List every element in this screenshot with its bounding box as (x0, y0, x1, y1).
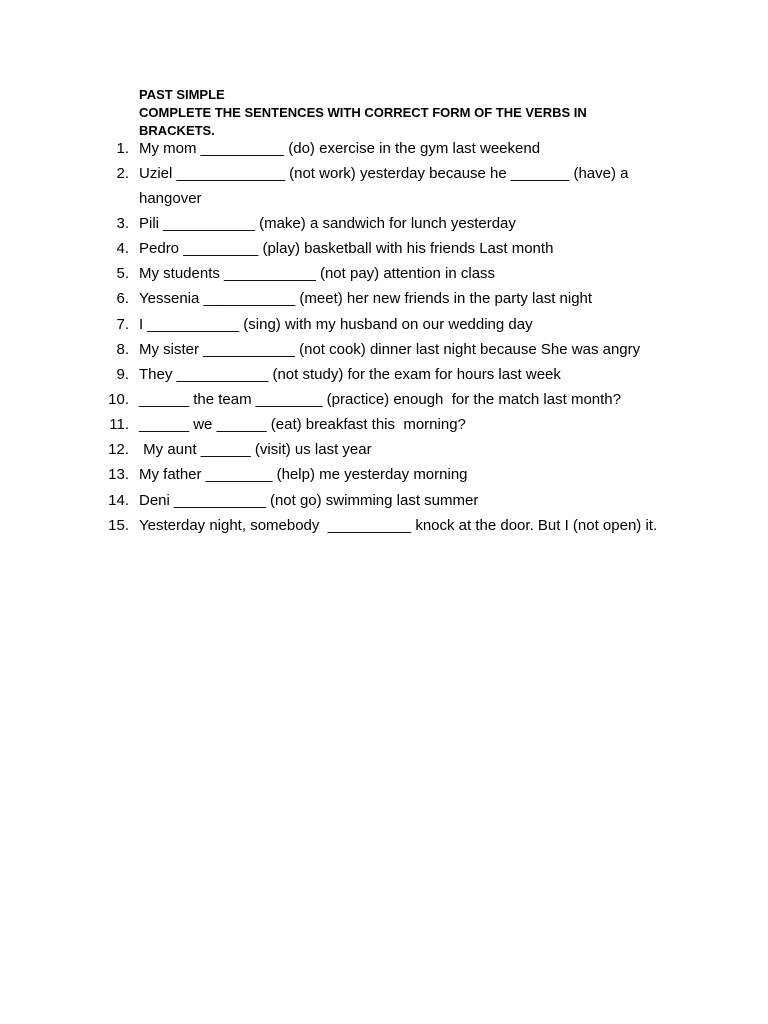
item-number: 9. (116, 366, 129, 383)
item-number: 7. (116, 316, 129, 333)
item-number: 14. (108, 492, 129, 509)
instruction-line-1: COMPLETE THE SENTENCES WITH CORRECT FORM OF THE VERBS IN (139, 105, 587, 120)
item-text: My mom __________ (do) exercise in the gym last weekend (139, 140, 541, 157)
item-number: 1. (116, 140, 129, 157)
item-number: 13. (108, 466, 129, 483)
item-text: My sister ___________ (not cook) dinner last night because She was angry (139, 341, 641, 358)
item-text: Uziel _____________ (not work) yesterday because he _______ (have) a (139, 165, 629, 182)
item-text: Yesterday night, somebody __________ knock at the door. But I (not open) it. (139, 517, 658, 534)
item-text: My students ___________ (not pay) attention in class (139, 265, 496, 282)
item-text: Deni ___________ (not go) swimming last summer (139, 492, 479, 509)
instruction-line-2: BRACKETS. (139, 123, 215, 138)
item-number: 5. (116, 265, 129, 282)
item-text: My aunt ______ (visit) us last year (139, 441, 372, 458)
item-number: 4. (116, 240, 129, 257)
item-number: 8. (116, 341, 129, 358)
worksheet-title: PAST SIMPLE (139, 87, 225, 102)
item-number: 15. (108, 517, 129, 534)
item-continuation: hangover (139, 190, 202, 207)
item-text: Pedro _________ (play) basketball with his friends Last month (139, 240, 554, 257)
item-number: 11. (109, 416, 129, 433)
item-text: I ___________ (sing) with my husband on our wedding day (139, 316, 533, 333)
item-number: 2. (116, 165, 129, 182)
item-number: 12. (108, 441, 129, 458)
item-number: 3. (116, 215, 129, 232)
item-text: My father ________ (help) me yesterday morning (139, 466, 468, 483)
item-number: 10. (108, 391, 129, 408)
item-text: Pili ___________ (make) a sandwich for lunch yesterday (139, 215, 516, 232)
item-text: ______ the team ________ (practice) enough for the match last month? (139, 391, 621, 408)
item-text: They ___________ (not study) for the exam for hours last week (139, 366, 561, 383)
item-text: ______ we ______ (eat) breakfast this morning? (139, 416, 466, 433)
item-number: 6. (116, 290, 129, 307)
item-text: Yessenia ___________ (meet) her new friends in the party last night (139, 290, 593, 307)
